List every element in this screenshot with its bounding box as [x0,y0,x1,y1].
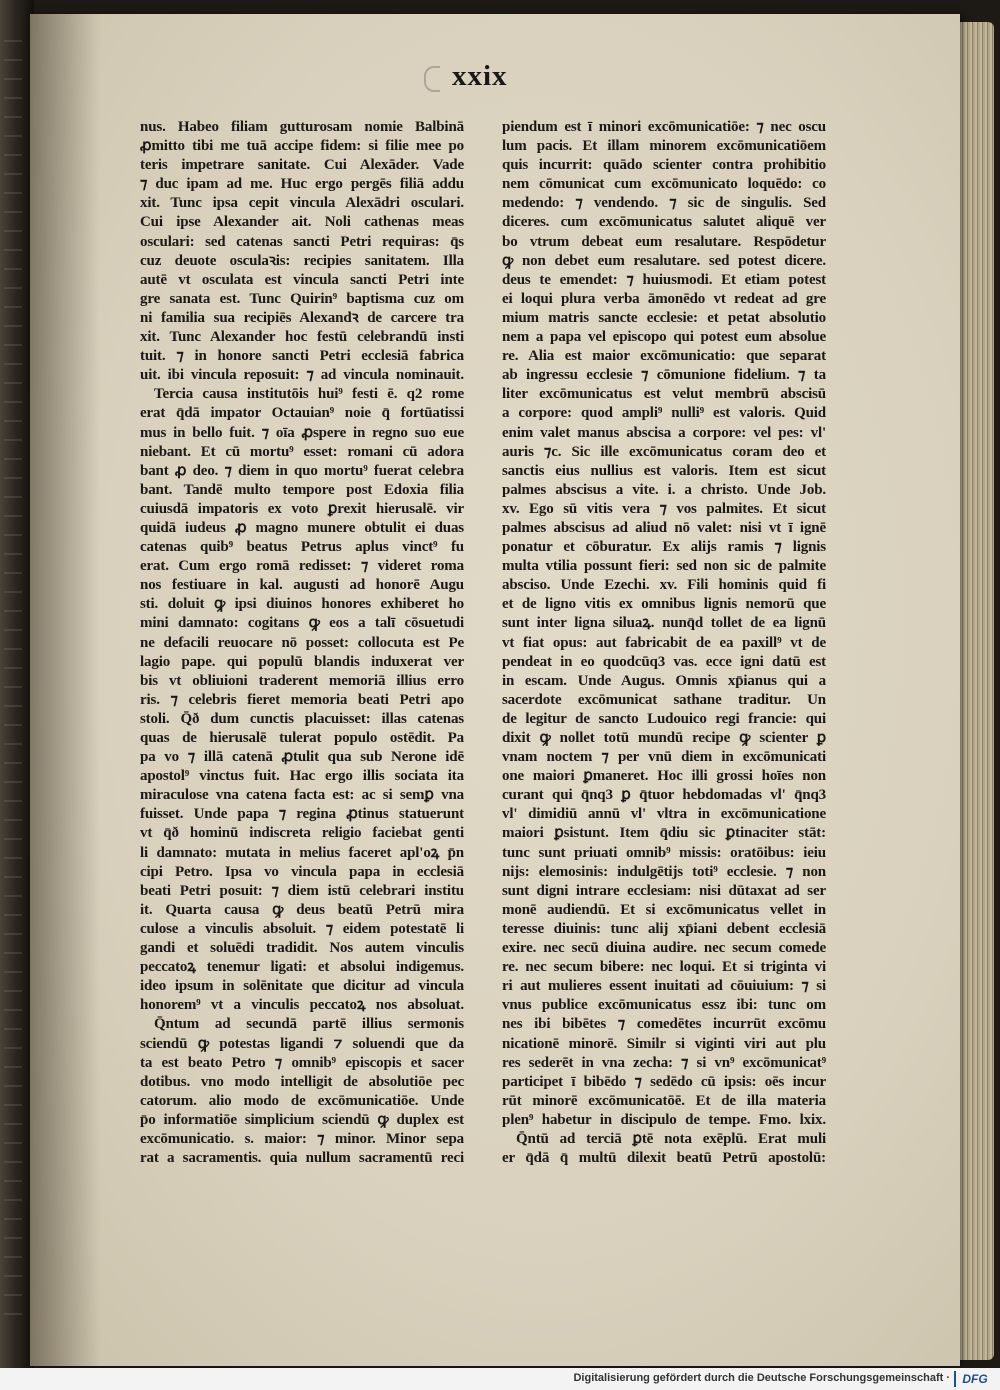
text-line: one maiori ꝑmaneret. Hoc illi grossi hoīes non [502,768,826,785]
text-line: diceres. cum excōmunicatus salutet aliquē ver [502,214,826,231]
text-line: niebant. Et cū mortu⁹ esset: romani cū adora [140,443,464,460]
text-line: piendum est ī minori excōmunicatiōe: ⁊ nec oscu [502,119,826,135]
text-line: nes ibi bibētes ⁊ comedētes incurrūt excōmu [502,1016,826,1033]
text-line: ꝓmitto tibi me tuā accipe fidem: si filie mee po [140,138,464,155]
text-line: apostol⁹ vinctus fuit. Hac ergo illis sociata ita [140,768,464,785]
text-line: de legitur de sancto Ludouico regi francie: qui [502,710,826,727]
text-line: palmes abscisus a vite. i. a christo. Unde Job. [502,481,826,498]
text-line: peccatoꝝ tenemur ligati: et absolui indigemus. [140,959,464,976]
text-line: Cui ipse Alexander ait. Noli cathenas meas [140,214,464,231]
text-line: osculari: sed catenas sancti Petri requiras: q̄s [140,233,464,250]
text-line: er q̄dā q̄ multū dilexit beatū Petrū apostolū: [502,1150,826,1167]
text-line: et de ligno vitis ex omnibus lignis nemorū que [502,596,826,613]
text-line: nus. Habeo filiam gutturosam nomie Balbinā [140,119,464,135]
text-line: teris impetrare sanitate. Cui Alexāder. Vade [140,157,464,174]
text-line: xit. Tunc Alexander hoc festū celebrandū insti [140,329,464,346]
text-line: sunt digni intrare ecclesiam: nisi dūtaxat ad ser [502,882,826,899]
text-line: rūt minorē excōmunicatōē. Et de illa materia [502,1092,826,1109]
text-line: res sederēt in vna zecha: ⁊ si vn⁹ excōmunicat⁹ [502,1054,826,1071]
text-line: erat. Cum ergo romā redisset: ⁊ videret roma [140,558,464,575]
text-line: liter excōmunicatus est velut membrū abscisū [502,386,826,403]
text-line: erat q̄dā impator Octauian⁹ noie q̄ fortūatissi [140,405,464,422]
text-line: sciendū ꝙ potestas ligandi ⁊ soluendi que da [140,1035,464,1052]
text-line: bant ꝓ deo. ⁊ diem in quo mortu⁹ fuerat celebra [140,462,464,479]
text-line: monē audiendū. Et si excōmunicatus vellet in [502,901,826,918]
text-line: xv. Ego sū vitis vera ⁊ vos palmites. Et sicut [502,500,826,517]
text-line: culose a vinculis absoluit. ⁊ eidem potestatē li [140,920,464,937]
text-line: ⁊ duc ipam ad me. Huc ergo pergēs filiā addu [140,176,464,193]
text-line: mium matris sancte ecclesie: et petat absolutio [502,309,826,326]
text-line: auris ⁊c. Sic ille excōmunicatus coram deo et [502,443,826,460]
text-line: p̄o informatiōe simplicium sciendū ꝙ duplex est [140,1111,464,1128]
text-line: participet ī bibēdo ⁊ sedēdo cū ipsis: oēs incur [502,1073,826,1090]
folio-number: xxix [452,60,508,92]
text-line: enim valet manus abscisa a corpore: vel pes: vl' [502,424,826,441]
text-line: dotibus. vno modo intelligit de absolutiōe pec [140,1073,464,1090]
text-line: nem a papa vel episcopo qui potest eum absolue [502,329,826,346]
text-line: quidā iudeus ꝓ magno munere obtulit ei duas [140,519,464,536]
text-line: catorum. alio modo de excōmunicatiōe. Unde [140,1092,464,1109]
text-line: vnus publice excōmunicatus essz ibi: tunc om [502,997,826,1014]
text-line: autē vt osculata est vincula sancti Petri inte [140,271,464,288]
text-line: absciso. Unde Ezechi. xv. Fili hominis quid fi [502,577,826,594]
text-line: lum pacis. Et illam minorem excōmunicatiōem [502,138,826,155]
text-line: cuz deuote osculaꝛis: recipies sanitatem. Illa [140,252,464,269]
text-line: xit. Tunc ipsa cepit vincula Alexādri osculari. [140,195,464,212]
text-line: Q̄ntū ad terciā ꝑtē nota exēplū. Erat muli [516,1130,826,1147]
text-line: cipi Petro. Ipsa vo vincula papa in ecclesiā [140,863,464,880]
text-column-right [502,118,826,1168]
text-line: ei loqui plura verba āmonēdo vt redeat ad gre [502,290,826,307]
text-line: palmes abscisus ad aliud nō valet: nisi vt ī ignē [502,519,826,536]
text-line: ne defacili reuocare nō posset: collocuta est Pe [140,634,464,651]
text-line: nem cōmunicat cum excōmunicato loquēdo: co [502,176,826,193]
text-line: li damnato: mutata in melius faceret apl'oꝝ p̄n [140,844,464,861]
text-line: ta est beato Petro ⁊ omnib⁹ episcopis et sacer [140,1054,464,1071]
text-line: multa vtilia possunt fieri: sed non sic de palmite [502,558,826,575]
digitization-footer [0,1368,1000,1390]
text-line: sunt inter ligna siluaꝝ. nunq̄d tollet de ea lignū [502,615,826,632]
text-line: medendo: ⁊ vendendo. ⁊ sic de singulis. Sed [502,195,826,212]
text-column-left [140,118,464,1168]
text-line: honorem⁹ vt a vinculis peccatoꝝ nos absoluat. [140,997,464,1014]
text-line: deus te emendet: ⁊ huiusmodi. Et etiam potest [502,271,826,288]
text-line: ideo ipsum in solēnitate que dicitur ad vincula [140,978,464,995]
text-line: re. Alia est maior excōmunicatio: que separat [502,348,826,365]
text-line: in escam. Unde Augus. Omnis xp̄ianus qui a [502,672,826,689]
text-line: ꝙ non debet eum resalutare. sed potest dicere. [502,252,826,269]
text-line: ab ingressu ecclesie ⁊ cōmunione fidelium. ⁊ ta [502,367,826,384]
text-line: vt q̄ð hominū indiscreta religio faciebat genti [140,825,464,842]
text-line: curant qui q̄nq3 ꝑ q̄tuor hebdomadas vl' q̄nq3 [502,787,826,804]
text-line: catenas quib⁹ beatus Petrus aplus vinct⁹ fu [140,539,464,556]
text-line: Tercia causa institutōis hui⁹ festi ē. q2 rome [154,386,464,403]
text-line: maiori ꝑsistunt. Item q̄diu sic ꝑtinaciter stāt: [502,825,826,842]
text-line: mus in bello fuit. ⁊ oīa ꝓspere in regno suo eue [140,424,464,441]
text-line: bant. Tandē multo tempore post Edoxia filia [140,481,464,498]
text-line: stoli. Q̄ð dum cunctis placuisset: illas catenas [140,710,464,727]
text-line: nos festiuare in kal. augusti ad honorē Augu [140,577,464,594]
text-line: bo vtrum debeat eum resalutare. Respōdetur [502,233,826,250]
text-line: excōmunicatio. s. maior: ⁊ minor. Minor sepa [140,1130,464,1147]
text-line: nicationē minorē. Similr si viginti viri aut plu [502,1035,826,1052]
text-line: nijs: elemosinis: indulgētijs toti⁹ ecclesie. ⁊ non [502,863,826,880]
text-line: it. Quarta causa ꝙ deus beatū Petrū mira [140,901,464,918]
text-line: quas de hierusalē tulerat populo ostēdit. Pa [140,730,464,746]
text-line: teresse diuinis: tunc alij xp̄iani debent ecclesiā [502,920,826,937]
text-line: ni familia sua recipiēs Alexandꝛ de carcere tra [140,309,464,326]
text-line: tunc sunt priuati omnib⁹ missis: oratōibus: ieiu [502,844,826,861]
folio-mark [424,66,440,92]
text-line: ri aut mulieres essent inuitati ad cōuiuium: ⁊ si [502,978,826,995]
text-line: pa vo ⁊ illā catenā ꝓtulit qua sub Nerone idē [140,749,464,766]
text-line: fuisset. Unde papa ⁊ regina ꝓtinus statuerunt [140,806,464,823]
text-line: uit. ibi vincula reposuit: ⁊ ad vincula nominauit. [140,367,464,384]
text-line: bis vt obliuioni traderent memoriā illius erro [140,672,464,689]
text-line: beati Petri posuit: ⁊ diem istū celebrari institu [140,882,464,899]
text-line: a corpore: quod ampli⁹ nulli⁹ est valoris. Quid [502,405,826,422]
text-line: vnam noctem ⁊ per vnū diem in excōmunicati [502,749,826,766]
text-line: lagio pape. qui populū blandis induxerat ver [140,653,464,670]
text-line: re. nec secum bibere: nec loqui. Et si triginta vi [502,959,826,976]
text-line: sacerdote excōmunicat sathane traditur. Un [502,691,826,708]
previous-page-edge [0,0,34,1368]
text-line: dixit ꝙ nollet totū mundū recipe ꝙ scienter ꝑ [502,730,826,746]
text-line: gandi et soluēdi tradidit. Nos autem vinculis [140,940,464,957]
binding-shadow [30,14,100,1366]
text-line: gre sanata est. Tunc Quirin⁹ baptisma cuz om [140,290,464,307]
text-line: ponatur et cōburatur. Ex alijs ramis ⁊ lignis [502,539,826,556]
text-line: exire. nec secū diuina audire. nec secum comede [502,940,826,957]
text-line: Q̄ntum ad secundā partē illius sermonis [154,1016,464,1033]
text-line: sti. doluit ꝙ ipsi diuinos honores exhiberet ho [140,596,464,613]
text-line: quis incurrit: quādo scienter contra prohibitio [502,157,826,174]
text-line: ris. ⁊ celebris fieret memoria beati Petri apo [140,691,464,708]
previous-page-text-fragments [4,40,22,1320]
text-line: vl' dimidiū annū vl' vltra in excōmunicatione [502,806,826,823]
text-line: cuiusdā impatoris ex voto ꝑrexit hierusalē. vir [140,500,464,517]
text-line: pendeat in eo quodcūq3 vas. ecce igni datū est [502,653,826,670]
text-line: rat a sacramentis. quia nullum sacramentū reci [140,1150,464,1167]
text-line: plen⁹ habetur in discipulo de tempe. Fmo. lxix. [502,1111,826,1128]
text-line: tuit. ⁊ in honore sancti Petri ecclesiā fabrica [140,348,464,365]
text-line: vt fiat opus: aut fabricabit de ea paxill⁹ vt de [502,634,826,651]
text-line: sanctis eius nullius est valoris. Item est sicut [502,462,826,479]
dfg-logo: DFG [954,1371,994,1387]
text-line: mini damnato: cogitans ꝙ eos a talī cōsuetudi [140,615,464,632]
funding-credit: Digitalisierung gefördert durch die Deutsche Forschungsgemeinschaft · [573,1372,950,1384]
text-line: miraculose vna catena facta est: ac si semꝑ vna [140,787,464,804]
